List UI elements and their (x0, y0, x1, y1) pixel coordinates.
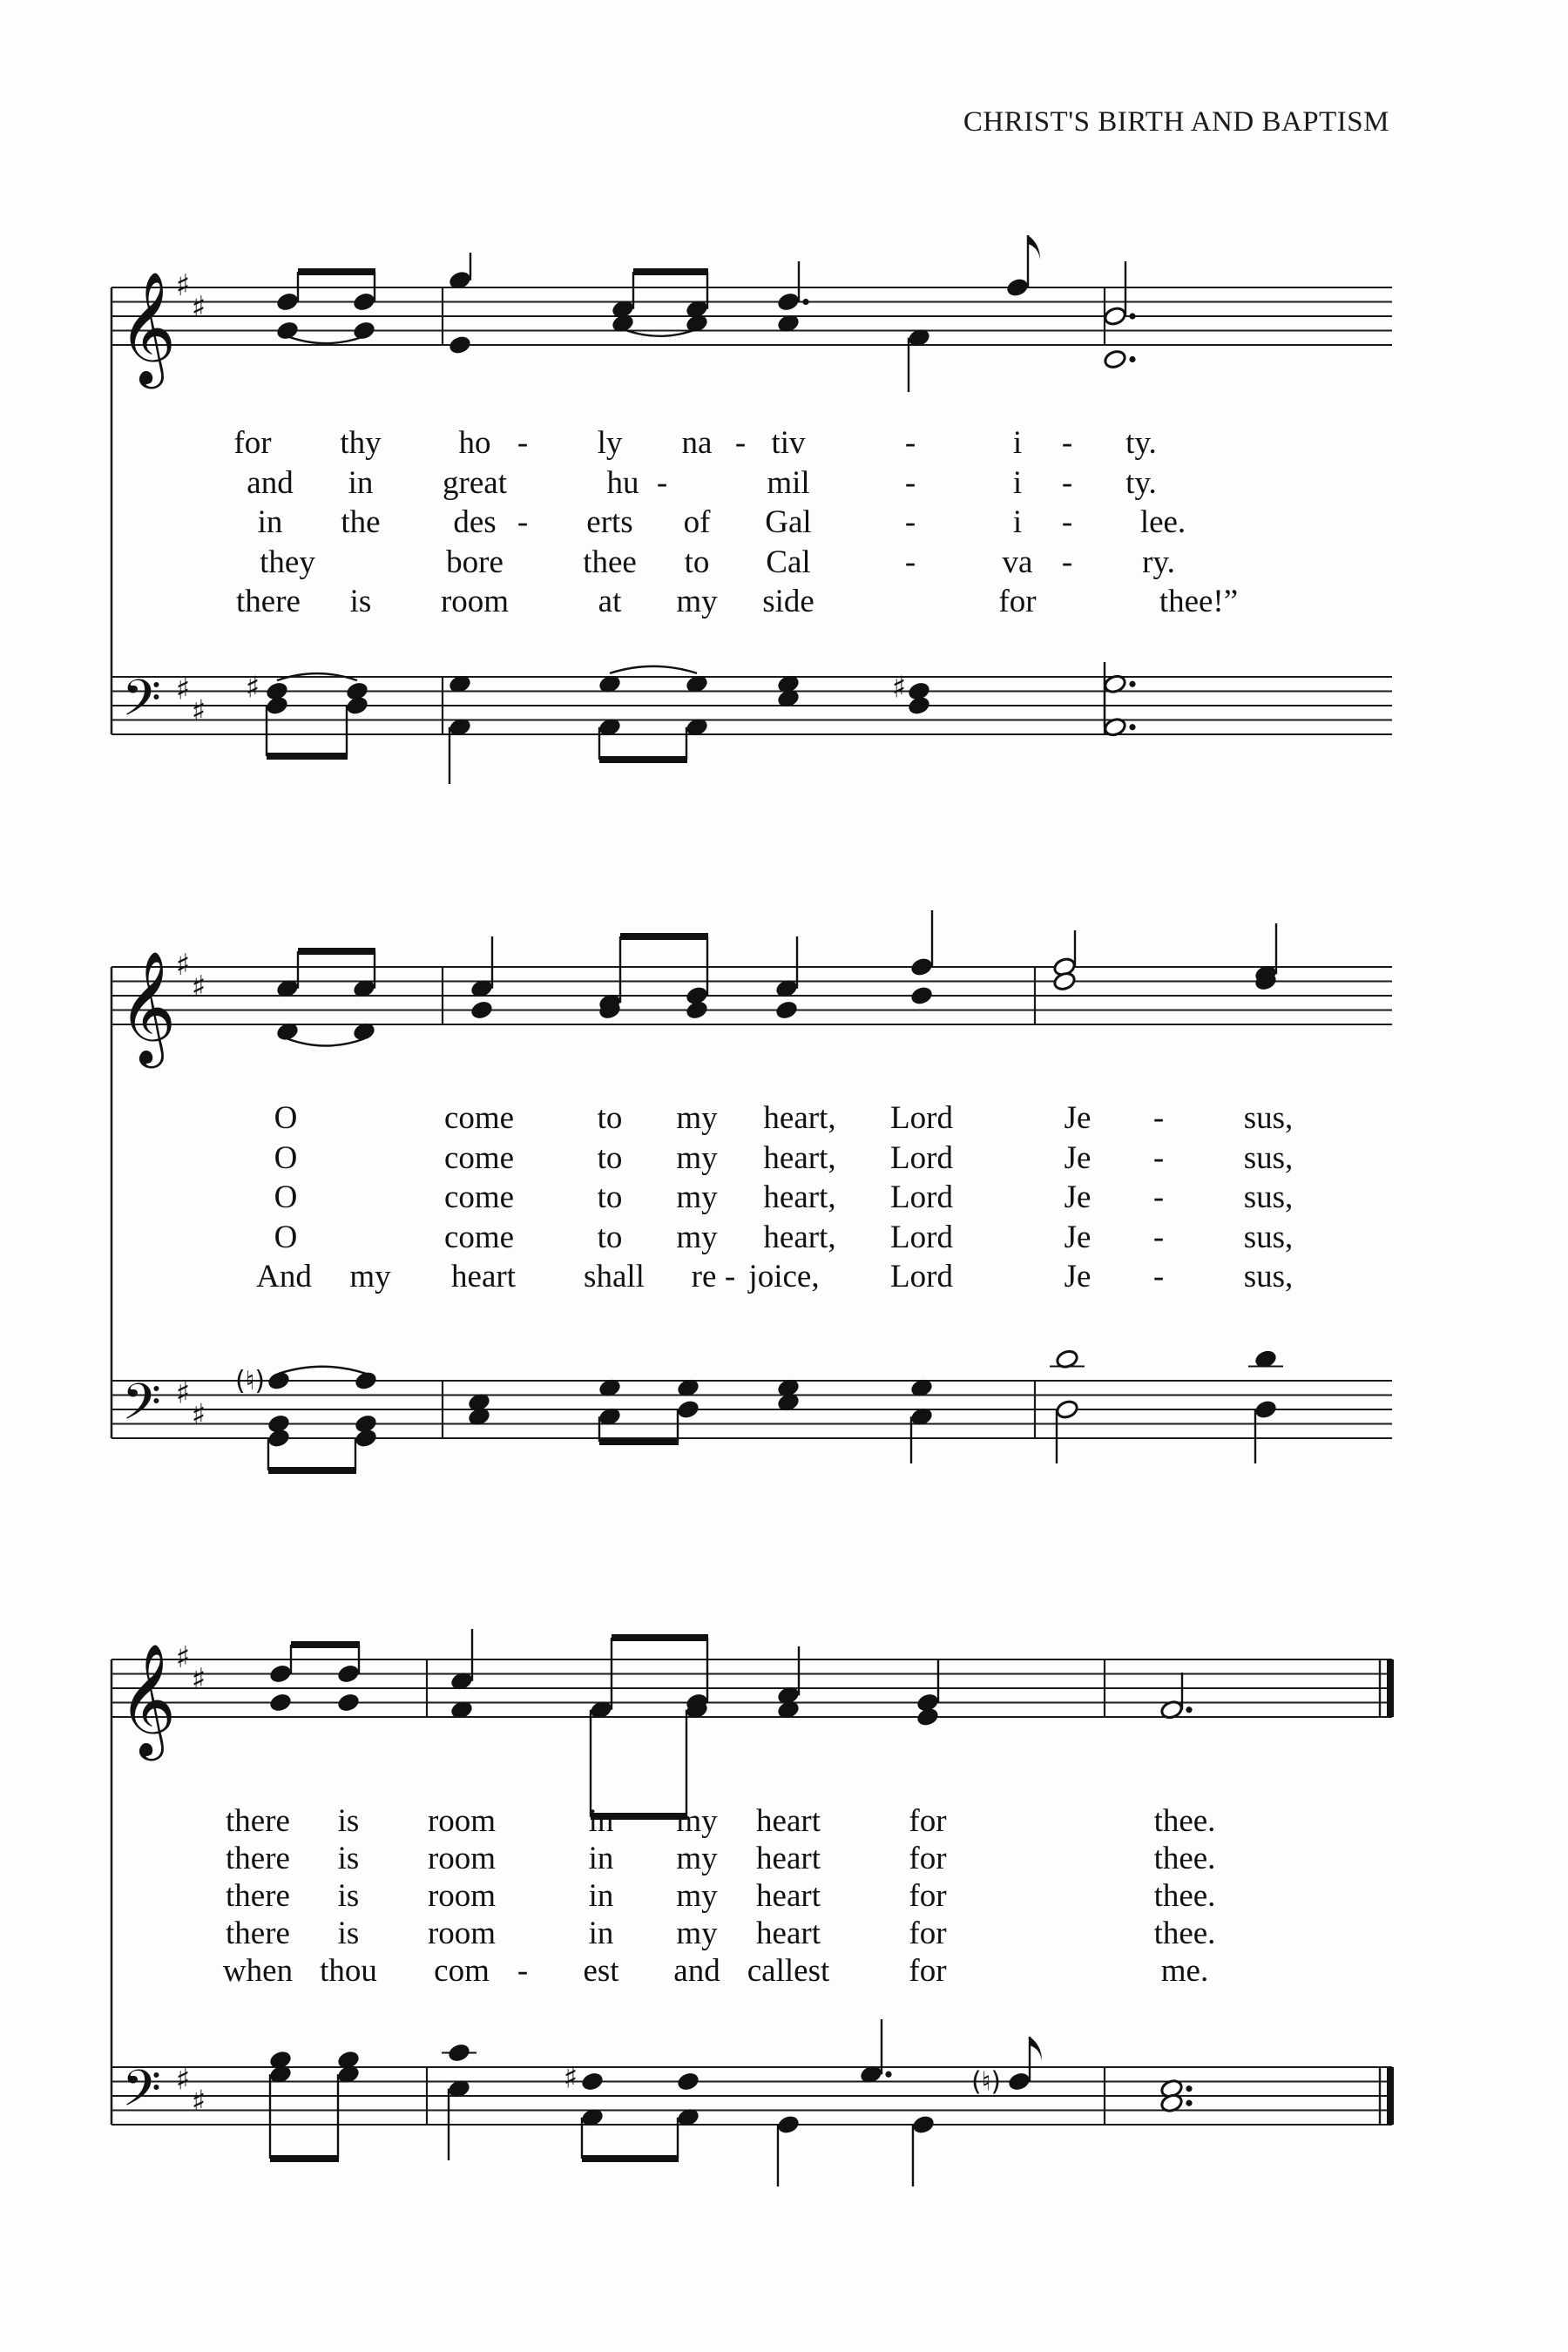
key-sharp-f: ♯ (175, 672, 191, 707)
lyric-syllable: for (909, 1841, 947, 1876)
notehead (268, 1692, 293, 1713)
notehead (1103, 348, 1127, 369)
key-sharp-f: ♯ (175, 948, 191, 983)
lyric-syllable: thee (583, 544, 637, 580)
lyric-syllable: heart (756, 1841, 821, 1876)
lyric-syllable: my (676, 1878, 718, 1914)
lyric-syllable: side (762, 584, 814, 619)
lyric-syllable: callest (747, 1953, 830, 1989)
lyric-syllable: to (597, 1139, 623, 1176)
beam (620, 933, 708, 940)
lyric-hyphen: - (904, 544, 916, 580)
lyric-syllable: O (274, 1139, 298, 1176)
lyric-hyphen: - (734, 425, 747, 461)
treble-clef-icon: 𝄞 (118, 271, 177, 384)
lyric-syllable: to (684, 544, 710, 580)
lyric-syllable: my (676, 1179, 718, 1215)
lyric-syllable: sus, (1243, 1259, 1294, 1294)
notehead (1007, 2071, 1031, 2092)
lyric-syllable: in (588, 1878, 614, 1914)
lyric-hyphen: - (1061, 544, 1073, 580)
lyric-syllable: Je (1064, 1179, 1092, 1215)
tie (610, 666, 697, 673)
beam (612, 1634, 708, 1641)
lyric-syllable: ty. (1125, 464, 1157, 501)
lyric-syllable: my (676, 1139, 718, 1176)
treble-clef-icon: 𝄞 (118, 950, 177, 1064)
notehead (1254, 1399, 1278, 1420)
key-sharp-f: ♯ (175, 268, 191, 303)
lyric-syllable: my (676, 1100, 718, 1136)
lyric-hyphen: - (517, 504, 529, 540)
sharp-sign: ♯ (891, 670, 907, 706)
lyric-syllable: heart, (763, 1219, 836, 1255)
bass-clef-icon: 𝄢 (122, 668, 162, 740)
lyric-hyphen: - (904, 425, 916, 461)
beam (599, 756, 687, 763)
lyric-syllable: sus, (1243, 1179, 1294, 1215)
final-barline (1387, 2067, 1394, 2125)
lyric-hyphen: - (1061, 504, 1073, 540)
lyric-syllable: O (274, 1219, 298, 1255)
lyric-syllable: O (274, 1179, 298, 1215)
key-sharp-c: ♯ (191, 2084, 206, 2119)
notehead (907, 695, 931, 716)
lyric-syllable: erts (586, 504, 633, 540)
lyric-syllable: shall (584, 1259, 645, 1294)
lyric-syllable: thou (320, 1953, 377, 1989)
lyric-hyphen: - (1152, 1139, 1165, 1176)
notehead (336, 1692, 361, 1713)
lyric-syllable: my (676, 1916, 718, 1951)
lyric-syllable: they (260, 544, 315, 580)
lyric-syllable: at (598, 584, 622, 619)
lyric-syllable: Lord (890, 1179, 953, 1215)
lyric-syllable: and (673, 1953, 720, 1989)
lyric-hyphen: - (1061, 464, 1073, 501)
beam (291, 1641, 360, 1648)
notehead (776, 2114, 801, 2135)
lyric-syllable: come (443, 1100, 515, 1136)
notehead (774, 999, 799, 1020)
notehead (265, 695, 289, 716)
lyric-syllable: great (443, 464, 507, 501)
lyric-syllable: thee. (1153, 1916, 1216, 1951)
lyric-syllable: Je (1064, 1259, 1092, 1294)
beam (270, 2155, 339, 2162)
lyric-syllable: come (443, 1139, 515, 1176)
augmentation-dot (1129, 356, 1135, 362)
notehead (470, 999, 494, 1020)
key-sharp-c: ♯ (191, 289, 206, 325)
lyric-syllable: i (1012, 425, 1023, 461)
lyric-syllable: na (681, 425, 713, 461)
augmentation-dot (1186, 2085, 1192, 2092)
lyric-syllable: heart (756, 1803, 821, 1839)
lyric-syllable: Je (1064, 1100, 1092, 1136)
notehead (1055, 1399, 1079, 1420)
lyric-syllable: room (427, 1803, 497, 1839)
key-sharp-c: ♯ (191, 693, 206, 729)
beam (267, 753, 348, 760)
lyric-syllable: in (257, 504, 283, 540)
augmentation-dot (1186, 2100, 1192, 2106)
key-sharp-c: ♯ (191, 1397, 206, 1433)
augmentation-dot (1129, 724, 1135, 730)
sharp-sign: ♯ (563, 2060, 578, 2096)
lyric-hyphen: - (904, 504, 916, 540)
lyric-syllable: in (588, 1841, 614, 1876)
lyric-syllable: And (256, 1259, 312, 1294)
beam (298, 948, 375, 955)
lyric-syllable: re (691, 1259, 717, 1294)
lyric-syllable: for (998, 584, 1037, 619)
lyric-syllable: heart, (763, 1100, 836, 1136)
lyric-syllable: there (226, 1803, 290, 1839)
lyric-syllable: my (676, 584, 718, 619)
lyric-syllable: lee. (1139, 504, 1186, 540)
lyric-syllable: hu (606, 464, 639, 501)
lyric-syllable: O (274, 1100, 298, 1136)
lyric-syllable: joice, (748, 1259, 820, 1294)
lyric-hyphen: - (1152, 1100, 1165, 1136)
lyric-syllable: heart (756, 1916, 821, 1951)
natural-sign: (♮) (971, 2066, 1002, 2098)
lyric-syllable: est (583, 1953, 619, 1989)
lyric-syllable: the (341, 504, 381, 540)
bass-clef-icon: 𝄢 (122, 1372, 162, 1444)
lyric-syllable: Je (1064, 1219, 1092, 1255)
natural-sign: (♮) (235, 1366, 266, 1396)
notehead (776, 291, 801, 312)
lyric-hyphen: - (517, 1953, 529, 1989)
lyric-syllable: ty. (1125, 425, 1157, 461)
lyric-syllable: is (337, 1841, 360, 1876)
tie (287, 1039, 364, 1046)
key-sharp-c: ♯ (191, 969, 206, 1004)
lyric-syllable: bore (446, 544, 504, 580)
augmentation-dot (1129, 681, 1135, 687)
tie (279, 1367, 366, 1374)
lyric-syllable: come (443, 1179, 515, 1215)
lyric-syllable: room (427, 1878, 497, 1914)
notehead (676, 2071, 700, 2092)
lyric-syllable: my (349, 1259, 391, 1294)
lyric-syllable: thee. (1153, 1841, 1216, 1876)
flag (1030, 2037, 1042, 2061)
lyric-syllable: heart, (763, 1139, 836, 1176)
lyric-syllable: to (597, 1100, 623, 1136)
lyric-syllable: com (434, 1953, 490, 1989)
augmentation-dot (802, 299, 808, 305)
augmentation-dot (1129, 313, 1135, 319)
key-sharp-f: ♯ (175, 1640, 191, 1675)
lyric-syllable: Gal (765, 504, 812, 540)
notehead (1005, 277, 1030, 298)
notehead (580, 2071, 605, 2092)
lyric-syllable: is (337, 1916, 360, 1951)
lyric-syllable: in (588, 1916, 614, 1951)
lyric-syllable: in (588, 1803, 614, 1839)
final-barline (1387, 1659, 1394, 1717)
lyric-syllable: my (676, 1219, 718, 1255)
notehead (275, 291, 300, 312)
augmentation-dot (1186, 1707, 1192, 1713)
lyric-syllable: there (226, 1916, 290, 1951)
lyric-syllable: thee. (1153, 1803, 1216, 1839)
lyric-syllable: of (683, 504, 711, 540)
lyric-syllable: me. (1160, 1953, 1209, 1989)
lyric-syllable: Lord (890, 1100, 953, 1136)
lyric-syllable: my (676, 1803, 718, 1839)
lyric-syllable: there (226, 1841, 290, 1876)
notehead (1103, 306, 1127, 327)
lyric-hyphen: - (656, 464, 668, 501)
lyric-syllable: for (233, 425, 272, 461)
key-sharp-c: ♯ (191, 1661, 206, 1697)
lyric-syllable: sus, (1243, 1219, 1294, 1255)
lyric-syllable: sus, (1243, 1139, 1294, 1176)
lyric-syllable: heart, (763, 1179, 836, 1215)
notehead (909, 985, 934, 1006)
lyric-hyphen: - (517, 425, 529, 461)
lyric-syllable: for (909, 1953, 947, 1989)
lyric-syllable: is (337, 1803, 360, 1839)
flag (1028, 235, 1040, 260)
lyric-syllable: ho (458, 425, 491, 461)
notehead (336, 1663, 361, 1684)
notehead (685, 999, 709, 1020)
lyric-syllable: for (909, 1878, 947, 1914)
lyric-syllable: and (247, 464, 294, 501)
lyric-hyphen: - (904, 464, 916, 501)
lyric-syllable: is (337, 1878, 360, 1914)
lyric-syllable: thy (340, 425, 382, 461)
page-header: CHRIST'S BIRTH AND BAPTISM (963, 106, 1389, 138)
key-sharp-f: ♯ (175, 1375, 191, 1411)
lyric-syllable: thee. (1153, 1878, 1216, 1914)
lyric-syllable: des (453, 504, 497, 540)
lyric-syllable: room (427, 1916, 497, 1951)
notehead (345, 695, 369, 716)
beam (298, 268, 375, 275)
lyric-syllable: is (349, 584, 372, 619)
notehead (676, 1399, 700, 1420)
lyric-hyphen: - (1061, 425, 1073, 461)
lyric-syllable: room (427, 1841, 497, 1876)
beam (582, 2155, 679, 2162)
sharp-sign: ♯ (245, 670, 260, 706)
lyric-syllable: Lord (890, 1259, 953, 1294)
lyric-syllable: for (909, 1803, 947, 1839)
lyric-syllable: to (597, 1179, 623, 1215)
lyric-syllable: room (440, 584, 510, 619)
tie (287, 336, 364, 343)
treble-clef-icon: 𝄞 (118, 1643, 177, 1756)
notehead (352, 320, 376, 341)
key-sharp-f: ♯ (175, 2062, 191, 2098)
lyric-syllable: ry. (1142, 544, 1175, 580)
bass-clef-icon: 𝄢 (122, 2058, 162, 2131)
lyric-hyphen: - (724, 1259, 736, 1294)
notehead (267, 1428, 291, 1449)
lyric-syllable: i (1012, 464, 1023, 501)
lyric-hyphen: - (1152, 1259, 1165, 1294)
lyric-hyphen: - (1152, 1219, 1165, 1255)
lyric-syllable: heart (451, 1259, 516, 1294)
lyric-hyphen: - (1152, 1179, 1165, 1215)
notehead (911, 2114, 936, 2135)
beam (599, 1438, 679, 1445)
lyric-syllable: for (909, 1916, 947, 1951)
notehead (275, 320, 300, 341)
lyric-syllable: i (1012, 504, 1023, 540)
lyric-syllable: in (348, 464, 374, 501)
lyric-syllable: va (1002, 544, 1033, 580)
lyric-syllable: there (226, 1878, 290, 1914)
lyric-syllable: my (676, 1841, 718, 1876)
lyric-syllable: Lord (890, 1219, 953, 1255)
notehead (909, 956, 934, 977)
lyric-syllable: mil (767, 464, 810, 501)
augmentation-dot (885, 2072, 891, 2078)
lyric-syllable: Cal (766, 544, 811, 580)
lyric-syllable: ly (597, 425, 623, 461)
lyric-syllable: to (597, 1219, 623, 1255)
notehead (448, 335, 472, 355)
notehead (916, 1707, 940, 1727)
lyric-syllable: when (222, 1953, 294, 1989)
lyric-syllable: Lord (890, 1139, 953, 1176)
beam (633, 268, 708, 275)
lyric-syllable: thee!” (1159, 584, 1239, 619)
lyric-syllable: sus, (1243, 1100, 1294, 1136)
notehead (354, 1428, 378, 1449)
beam (268, 1467, 356, 1474)
lyric-syllable: come (443, 1219, 515, 1255)
notehead (352, 291, 376, 312)
lyric-syllable: heart (756, 1878, 821, 1914)
lyric-syllable: Je (1064, 1139, 1092, 1176)
lyric-syllable: there (236, 584, 301, 619)
lyric-syllable: tiv (771, 425, 806, 461)
notehead (268, 1663, 293, 1684)
